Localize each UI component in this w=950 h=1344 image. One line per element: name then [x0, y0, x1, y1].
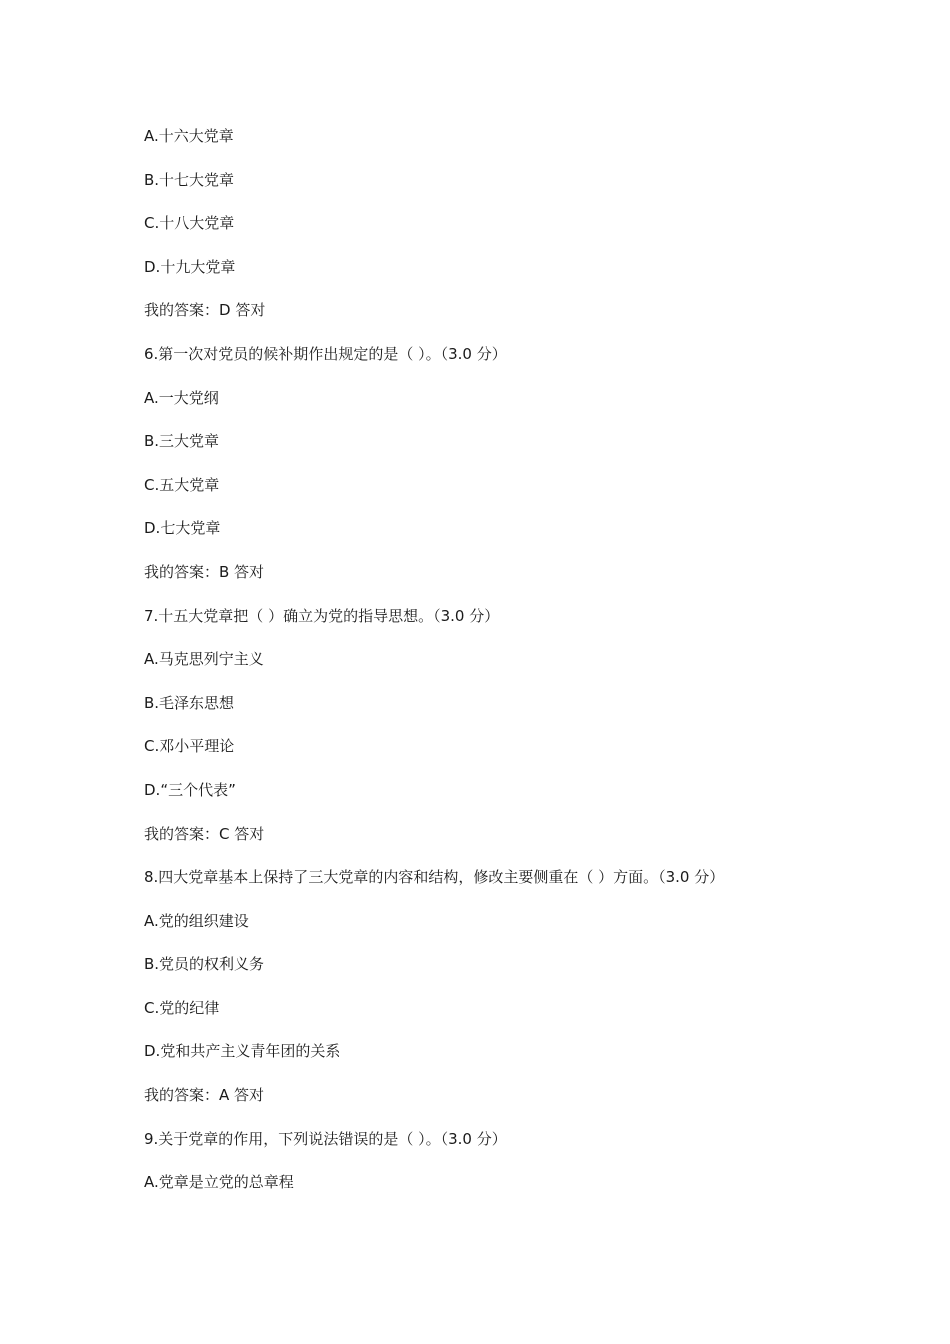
option-q7-c: C.邓小平理论	[144, 737, 235, 756]
option-q6-d: D.七大党章	[144, 519, 221, 538]
question-9: 9.关于党章的作用，下列说法错误的是（ ）。（3.0 分）	[144, 1129, 507, 1148]
answer-q7: 我的答案：C 答对	[144, 824, 265, 843]
option-q8-c: C.党的纪律	[144, 998, 220, 1017]
option-q7-d: D.“三个代表”	[144, 780, 236, 799]
answer-q6: 我的答案：B 答对	[144, 562, 265, 581]
option-q6-c: C.五大党章	[144, 475, 220, 494]
question-6: 6.第一次对党员的候补期作出规定的是（ ）。（3.0 分）	[144, 344, 507, 363]
document-content	[144, 124, 864, 1214]
option-q5-a: A.十六大党章	[144, 127, 234, 145]
answer-q8: 我的答案：A 答对	[144, 1086, 265, 1105]
option-q8-d: D.党和共产主义青年团的关系	[144, 1042, 341, 1061]
option-q6-b: B.三大党章	[144, 432, 220, 451]
option-q5-d: D.十九大党章	[144, 257, 236, 276]
answer-q5: 我的答案：D 答对	[144, 301, 266, 320]
option-q5-b: B.十七大党章	[144, 170, 235, 189]
option-q7-b: B.毛泽东思想	[144, 693, 235, 712]
option-q8-b: B.党员的权利义务	[144, 955, 265, 974]
option-q5-c: C.十八大党章	[144, 214, 235, 233]
question-8: 8.四大党章基本上保持了三大党章的内容和结构，修改主要侧重在（ ）方面。（3.0 分）	[144, 868, 725, 887]
option-q9-a: A.党章是立党的总章程	[144, 1173, 294, 1192]
option-q6-a: A.一大党纲	[144, 388, 219, 407]
question-7: 7.十五大党章把（ ）确立为党的指导思想。（3.0 分）	[144, 606, 500, 625]
option-q7-a: A.马克思列宁主义	[144, 650, 264, 669]
option-q8-a: A.党的组织建设	[144, 911, 249, 930]
